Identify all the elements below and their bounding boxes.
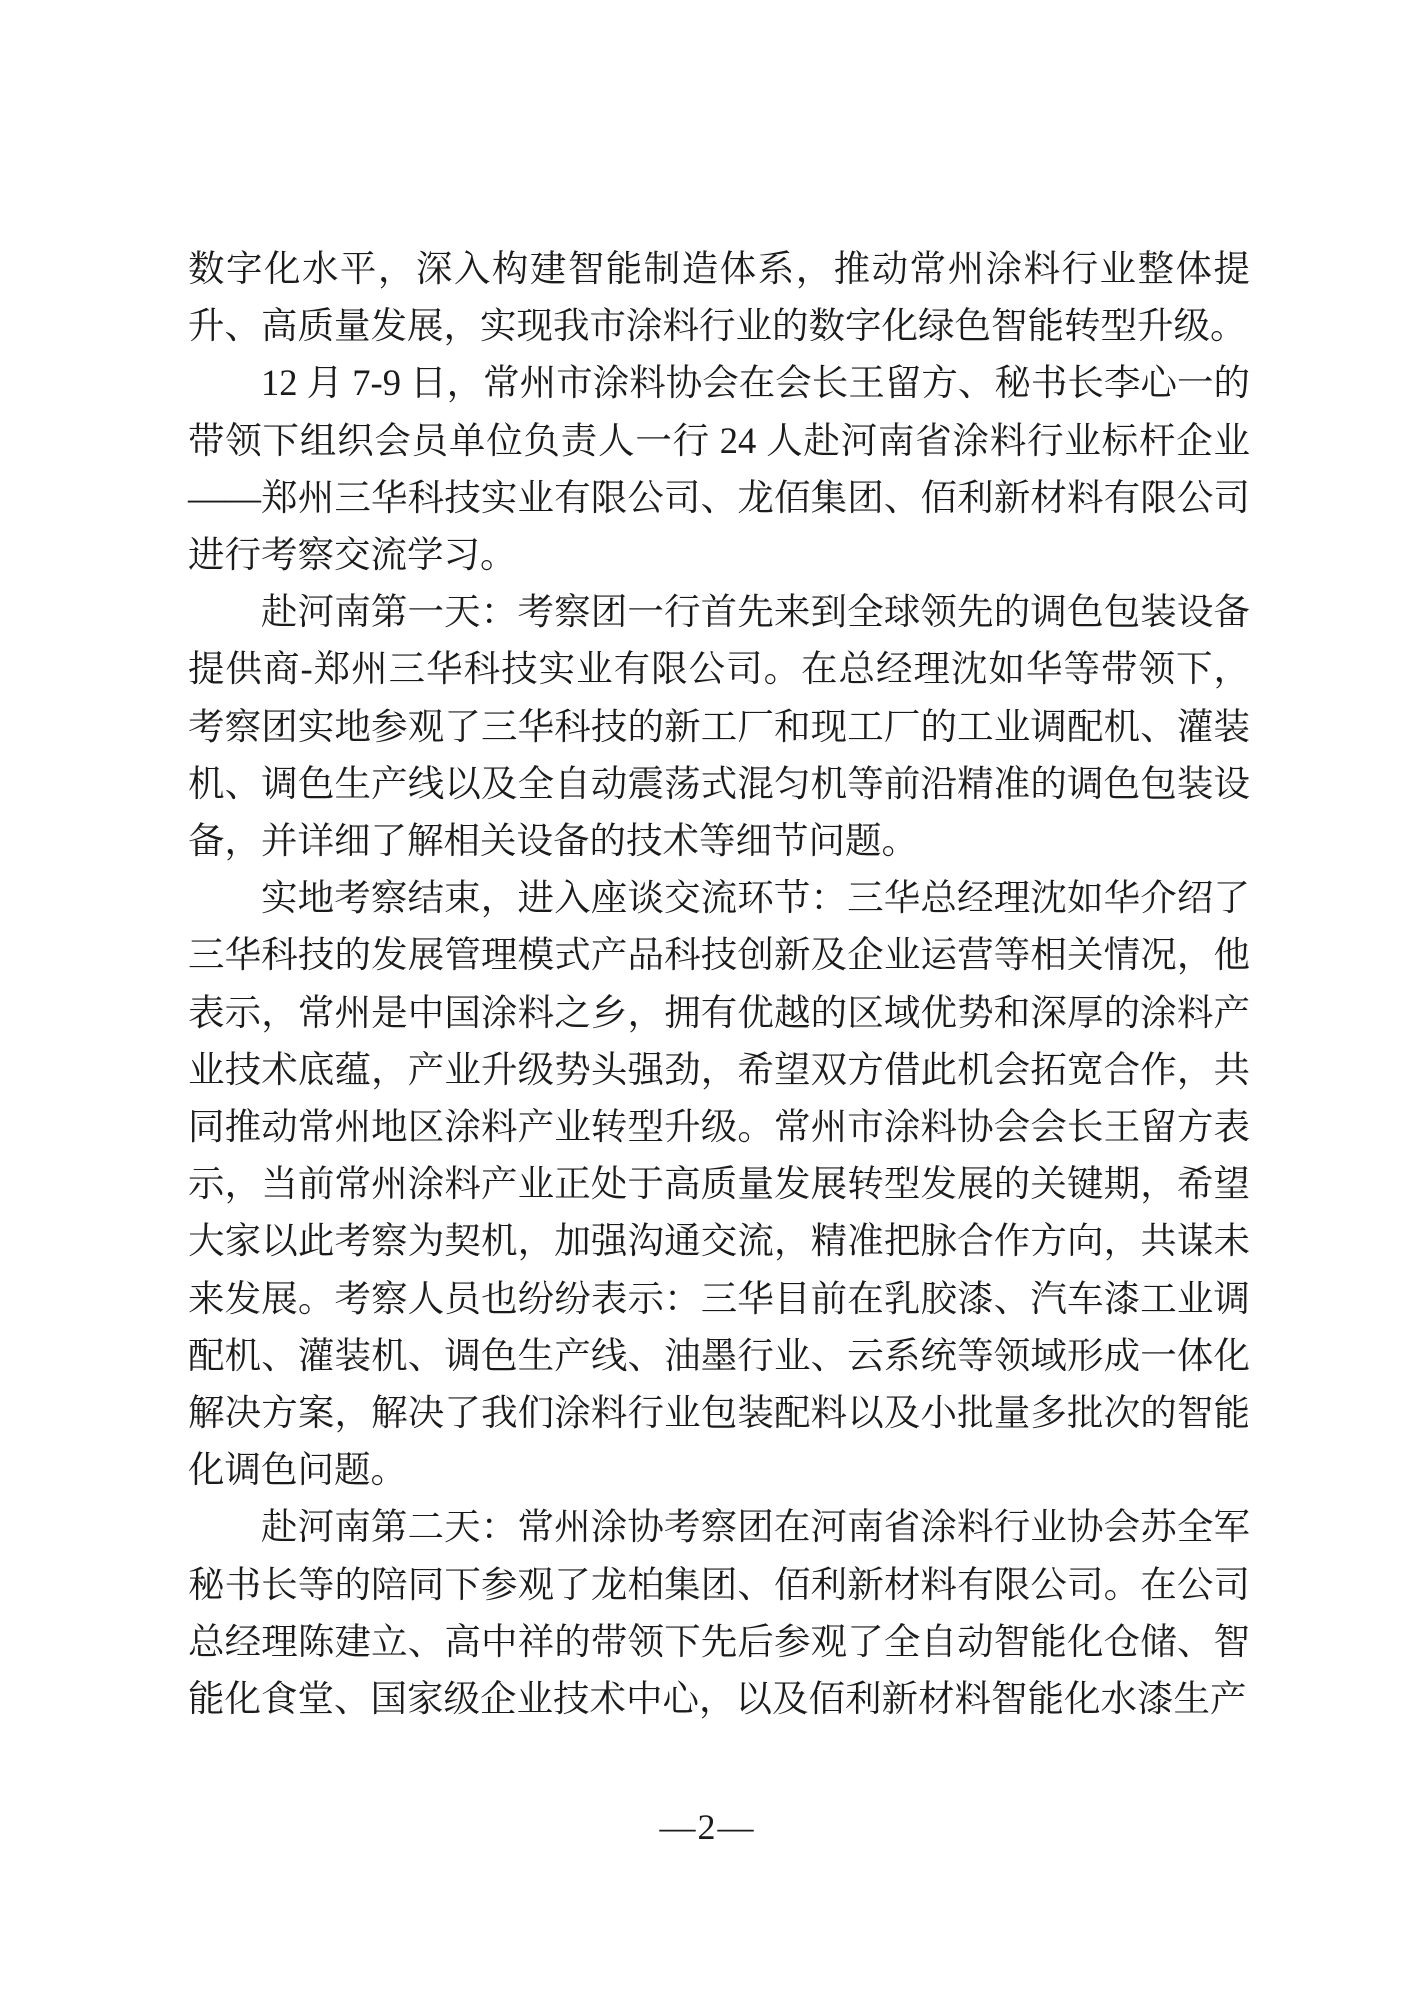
paragraph: 12 月 7-9 日，常州市涂料协会在会长王留方、秘书长李心一的带领下组织会员单位负责人一行 24 人赴河南省涂料行业标杆企业——郑州三华科技实业有限公司、龙佰集团、佰利新材料有限公司进行考察交流学习。 — [188, 362, 1250, 576]
document-body — [188, 240, 1250, 1727]
page-number: —2— — [659, 1807, 756, 1847]
paragraph: 赴河南第二天：常州涂协考察团在河南省涂料行业协会苏全军秘书长等的陪同下参观了龙柏集团、佰利新材料有限公司。在公司总经理陈建立、高中祥的带领下先后参观了全自动智能化仓储、智能化食堂、国家级企业技术中心，以及佰利新材料智能化水漆生产 — [188, 1506, 1250, 1720]
paragraph: 数字化水平，深入构建智能制造体系，推动常州涂料行业整体提升、高质量发展，实现我市涂料行业的数字化绿色智能转型升级。 — [188, 248, 1250, 347]
paragraph: 赴河南第一天：考察团一行首先来到全球领先的调色包装设备提供商-郑州三华科技实业有限公司。在总经理沈如华等带领下，考察团实地参观了三华科技的新工厂和现工厂的工业调配机、灌装机、调色生产线以及全自动震荡式混匀机等前沿精准的调色包装设备，并详细了解相关设备的技术等细节问题。 — [188, 591, 1250, 862]
paragraph: 实地考察结束，进入座谈交流环节：三华总经理沈如华介绍了三华科技的发展管理模式产品科技创新及企业运营等相关情况，他表示，常州是中国涂料之乡，拥有优越的区域优势和深厚的涂料产业技术底蕴，产业升级势头强劲，希望双方借此机会拓宽合作，共同推动常州地区涂料产业转型升级。常州市涂料协会会长王留方表示，当前常州涂料产业正处于高质量发展转型发展的关键期，希望大家以此考察为契机，加强沟通交流，精准把脉合作方向，共谋未来发展。考察人员也纷纷表示：三华目前在乳胶漆、汽车漆工业调配机、灌装机、调色生产线、油墨行业、云系统等领域形成一体化解决方案，解决了我们涂料行业包装配料以及小批量多批次的智能化调色问题。 — [188, 877, 1250, 1491]
